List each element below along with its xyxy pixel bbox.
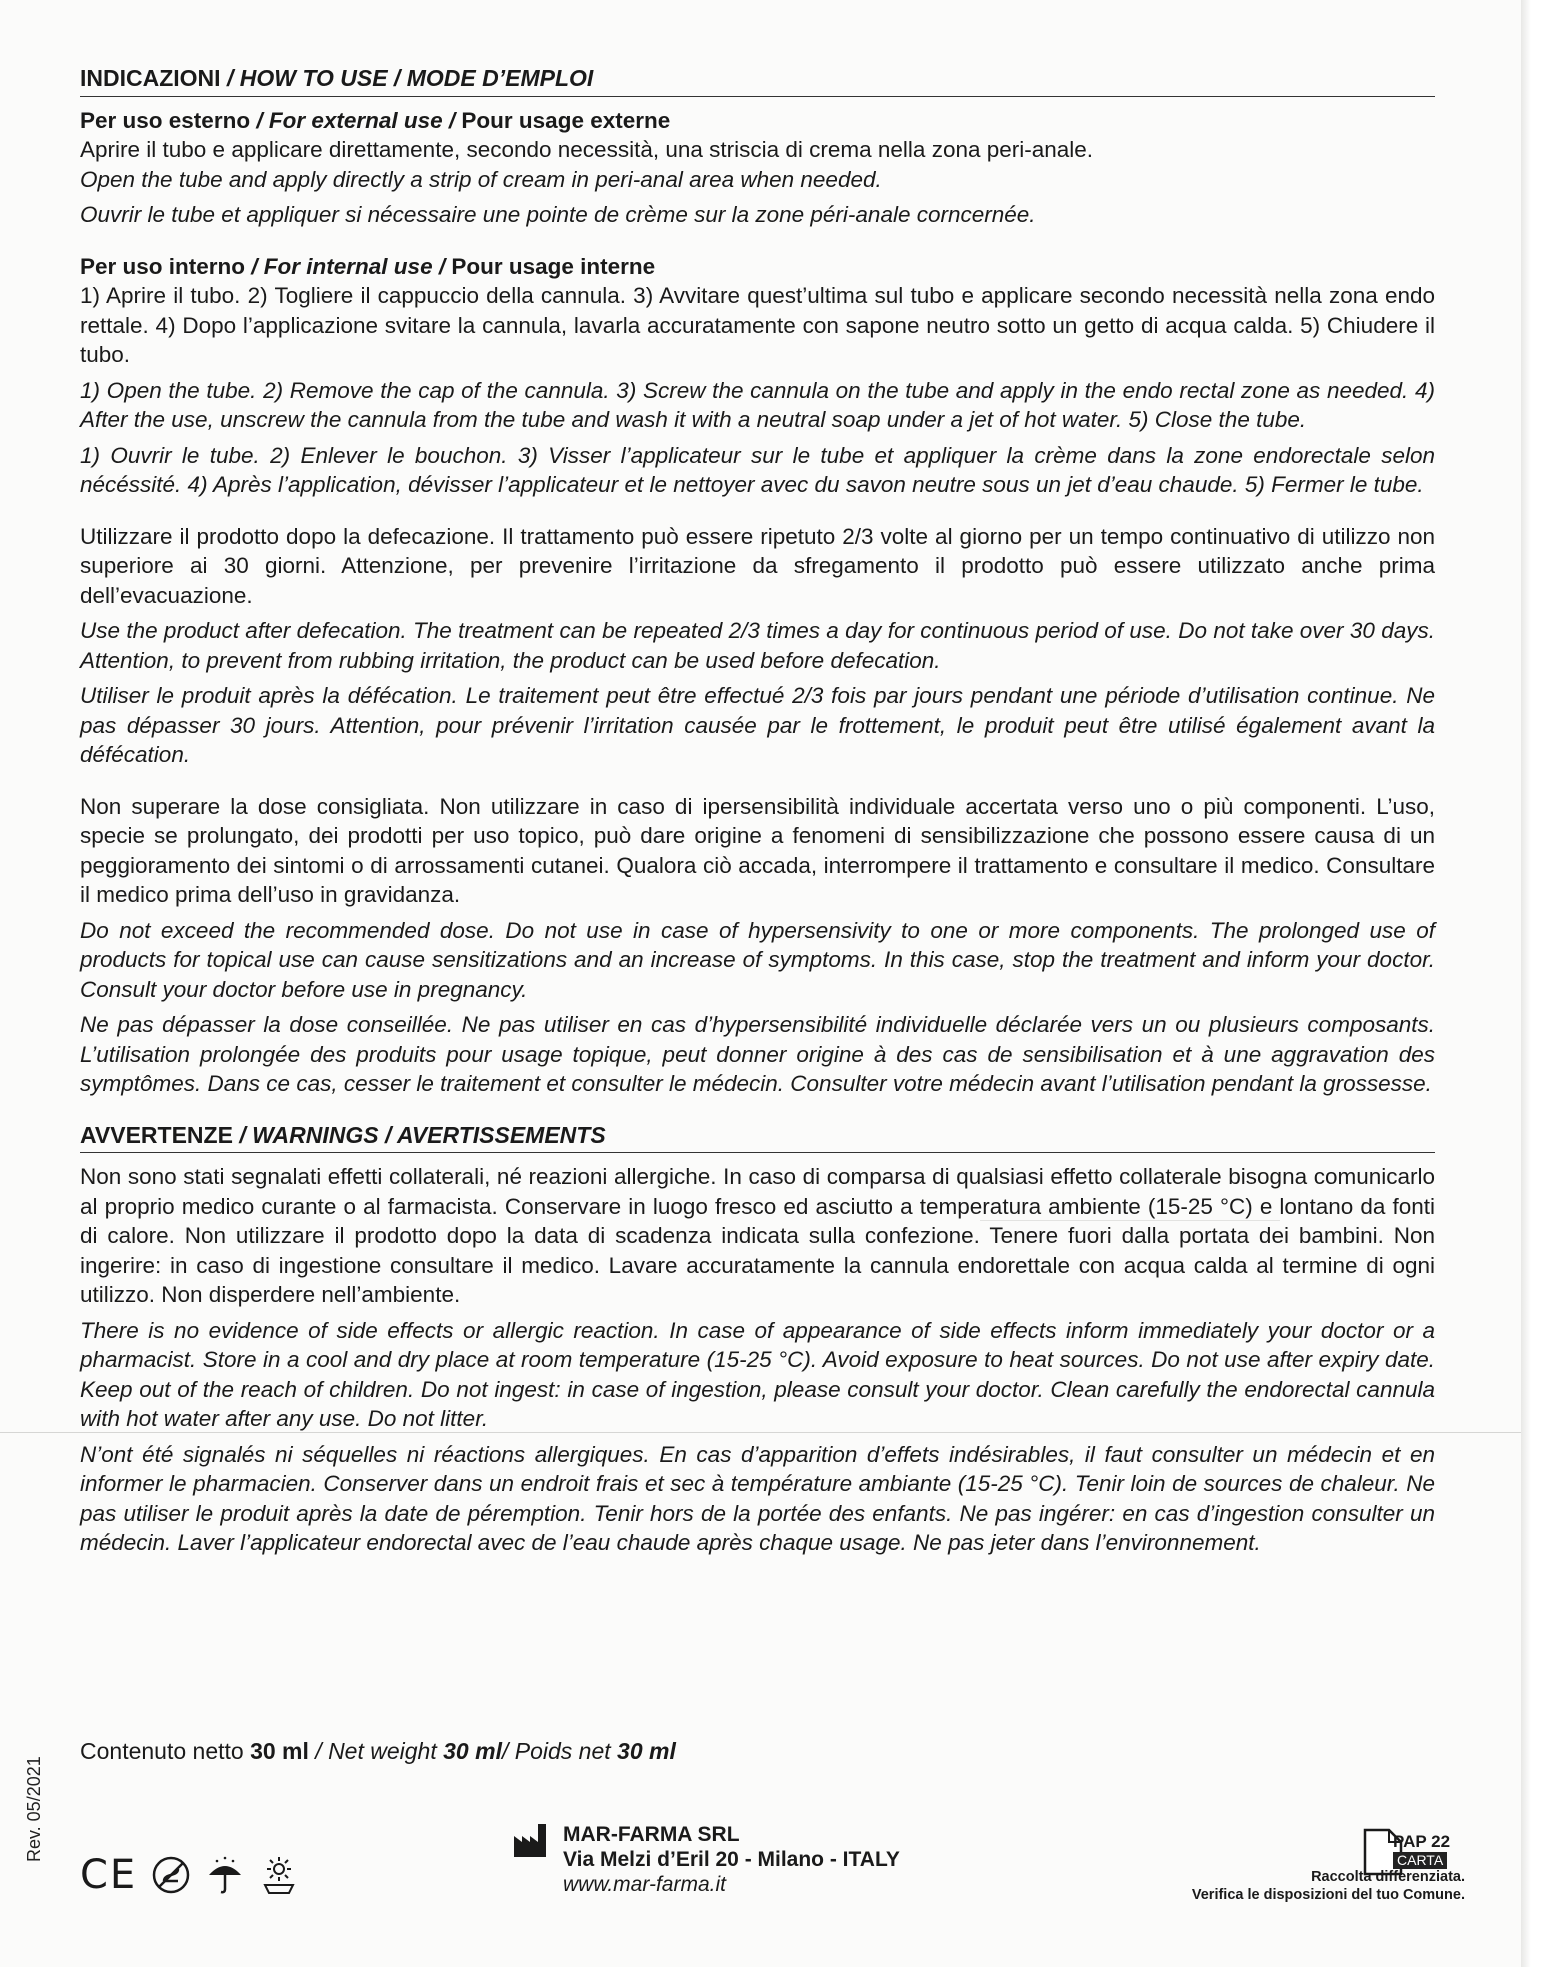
dose-text-en: Do not exceed the recommended dose. Do not use in case of hypersensivity to one or more components. The prolonged use of products for topical use can cause sensitizations and an increase of symptoms. In this case, stop the treatment and inform your doctor. Consult your doctor before use in pregnancy. [80,917,1435,1002]
manufacturer-address: Via Melzi d’Eril 20 - Milano - ITALY [563,1848,900,1871]
manufacturer-website: www.mar-farma.it [563,1873,726,1896]
net-label-fr: / Poids net [501,1738,618,1764]
net-label-it: Contenuto netto [80,1738,251,1764]
subheading-fr: Pour usage interne [451,253,656,279]
subheading-fr: Pour usage externe [461,107,671,133]
heading-separator: / [378,1121,397,1148]
warnings-text-en: There is no evidence of side effects or allergic reaction. In case of appearance of side effects inform immediately your doctor or a pharmacist. Store in a cool and dry place at room temperature (15-25 °C). Avoid exposure to heat sources. Do not use after expiry date. Keep out of the reach of children. Do not ingest: in case of ingestion, please consult your doctor. Clean carefully the endorectal cannula with hot water after any use. Do not litter. [80,1317,1435,1431]
recycling-line-2: Verifica le disposizioni del tuo Comune. [1191,1887,1465,1903]
manufacturer-name: MAR-FARMA SRL [563,1823,740,1846]
net-content [80,1738,676,1765]
manufacturer-text [563,1822,900,1897]
subheading-en: For internal use [263,253,433,279]
warnings-text-fr: N’ont été signalés ni séquelles ni réactions allergiques. En cas d’apparition d’effets indésirables, il faut consulter un médecin et en informer le pharmacien. Conserver dans un endroit frais et sec à température ambiante (15-25 °C). Tenir loin de sources de chaleur. Ne pas utiliser le produit après la date de péremption. Tenir hors de la portée des enfants. Ne pas ingérer: en cas d’ingestion consulter un médecin. Laver l’applicateur endorectal avec de l’eau chaude après chaque usage. Ne pas jeter dans l’environnement. [80,1441,1435,1555]
dose-text-it: Non superare la dose consigliata. Non utilizzare in caso di ipersensibilità individuale accertata verso uno o più componenti. L’uso, specie se prolungato, dei prodotti per uso topico, può dare origine a fenomeni di sensibilizzazione che possono essere causa di un peggioramento dei sintomi o di arrossamenti cutanei. Qualora ciò accada, interrompere il trattamento e consultare il medico. Consultare il medico prima dell’uso in gravidanza. [80,793,1435,907]
keep-dry-icon [205,1855,245,1895]
subheading-it: Per uso esterno [80,107,251,133]
subheading-separator: / [442,107,462,133]
internal-use-text-it: 1) Aprire il tubo. 2) Togliere il cappuccio della cannula. 3) Avvitare quest’ultima sul tubo e applicare secondo necessità nella zona endo rettale. 4) Dopo l’applicazione svitare la cannula, lavarla accuratamente con sapone neutro sotto un getto di acqua calda. 5) Chiudere il tubo. [80,283,1435,367]
net-qty-it: 30 ml [250,1738,309,1764]
leaflet-content [80,64,1435,1558]
recycling-code: PAP 22 [1393,1832,1451,1851]
recycling-line-1: Raccolta differenziata. [1311,1869,1465,1885]
regulatory-symbols [80,1852,299,1898]
heading-en: HOW TO USE [239,65,388,91]
heading-separator: / [387,65,407,91]
usage-text-it: Utilizzare il prodotto dopo la defecazione. Il trattamento può essere ripetuto 2/3 volte al giorno per un tempo continuativo di utilizzo non superiore ai 30 giorni. Attenzione, per prevenire l’irritazione da sfregamento il prodotto può essere utilizzato anche prima dell’evacuazione. [80,523,1435,608]
manufacturer-icon [513,1822,549,1858]
external-use-heading [80,106,1435,136]
internal-use-text-en: 1) Open the tube. 2) Remove the cap of the cannula. 3) Screw the cannula on the tube and apply in the endo rectal zone as needed. 4) After the use, unscrew the cannula from the tube and wash it with a neutral soap under a jet of hot water. 5) Close the tube. [80,377,1435,432]
internal-use-heading [80,252,1435,282]
heading-en: WARNINGS [252,1121,379,1148]
external-use-text-fr: Ouvrir le tube et appliquer si nécessaire une pointe de crème sur la zone péri-anale corncernée. [80,202,1036,227]
internal-use-text-fr: 1) Ouvrir le tube. 2) Enlever le bouchon. 3) Visser l’applicateur sur le tube et appliquer la crème dans la zone endorectale selon nécéssité. 4) Après l’application, dévisser l’applicateur et le nettoyer avec du savon neutre sous un jet d’eau chaude. 5) Fermer le tube. [80,442,1435,497]
subheading-separator: / [432,253,452,279]
revision-label: Rev. 05/2021 [24,1756,44,1862]
net-qty-en: 30 ml [443,1738,502,1764]
manufacturer-block [513,1822,900,1897]
warnings-text-it: Non sono stati segnalati effetti collaterali, né reazioni allergiche. In caso di comparsa di qualsiasi effetto collaterale bisogna comunicarlo al proprio medico curante o al farmacista. Conservare in luogo fresco ed asciutto a temperatura ambiente (15-25 °C) e lontano da fonti di calore. Non utilizzare il prodotto dopo la data di scadenza indicata sulla confezione. Tenere fuori dalla portata dei bambini. Non ingerire: in caso di ingestione consultare il medico. Lavare accuratamente la cannula endorettale con acqua calda al termine di ogni utilizzo. Non disperdere nell’ambiente. [80,1164,1435,1307]
recycling-text [1175,1868,1465,1904]
ce-mark: CE [80,1852,138,1898]
subheading-en: For external use [268,107,443,133]
external-use-text-en: Open the tube and apply directly a strip of cream in peri-anal area when needed. [80,166,882,192]
subheading-separator: / [245,253,264,279]
section-heading-warnings [80,1121,1435,1154]
recycling-material: CARTA [1393,1852,1447,1869]
usage-text-fr: Utiliser le produit après la défécation. Le traitement peut être effectué 2/3 fois par jours pendant une période d’utilisation continue. Ne pas dépasser 30 jours. Attention, pour prévenir l’irritation causée par le frottement, le produit peut être utilisé également avant la défécation. [80,683,1435,767]
section-heading-indications [80,64,1435,97]
dose-text-fr: Ne pas dépasser la dose conseillée. Ne pas utiliser en cas d’hypersensibilité individuelle déclarée vers un ou plusieurs composants. L’utilisation prolongée des produits pour usage topique, peut donner origine à des cas de sensibilisation et à une aggravation des symptômes. Dans ce cas, cesser le traitement et consulter le médecin. Consulter votre médecin avant l’utilisation pendant la grossesse. [80,1012,1435,1096]
subheading-separator: / [250,107,269,133]
recycling-info [1175,1828,1465,1908]
heading-separator: / [232,1121,253,1148]
heading-fr: AVERTISSEMENTS [396,1121,606,1148]
external-use-text-it: Aprire il tubo e applicare direttamente, secondo necessità, una striscia di crema nella zona peri-anale. [80,137,1094,162]
keep-away-from-sunlight-icon [259,1855,299,1895]
heading-separator: / [220,65,240,91]
do-not-reuse-icon [151,1855,191,1895]
net-label-en: / Net weight [308,1738,444,1764]
heading-it: AVVERTENZE [80,1121,233,1148]
subheading-it: Per uso interno [80,253,246,279]
heading-it: INDICAZIONI [80,65,221,91]
usage-text-en: Use the product after defecation. The treatment can be repeated 2/3 times a day for continuous period of use. Do not take over 30 days. Attention, to prevent from rubbing irritation, the product can be used before defecation. [80,618,1435,673]
net-qty-fr: 30 ml [617,1738,676,1764]
heading-fr: MODE D’EMPLOI [406,65,594,91]
